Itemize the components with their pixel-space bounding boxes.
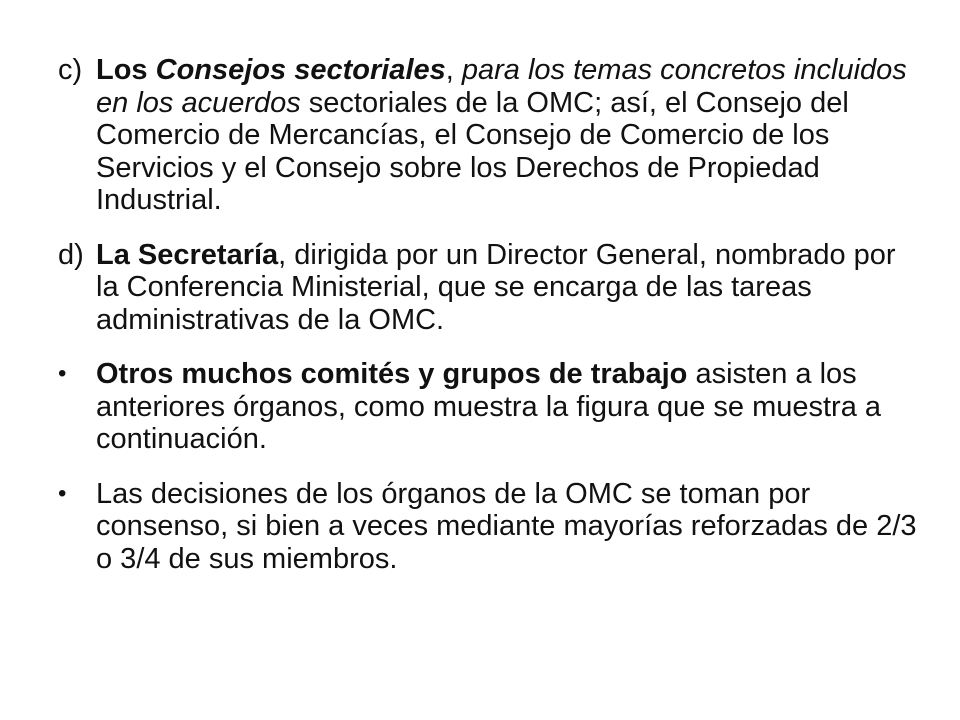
bullet-icon: • <box>58 479 67 507</box>
bullet-comites-text: Otros muchos comités y grupos de trabajo asisten a los anteriores órganos, como muestra la figura que se muestra a continuación. <box>96 358 882 455</box>
paragraph-c <box>58 54 920 217</box>
paragraph-d <box>58 239 920 337</box>
bullet-comites <box>58 358 920 456</box>
paragraph-d-text: La Secretaría, dirigida por un Director General, nombrado por la Conferencia Ministerial, que se encarga de las tareas administrativas de la OMC. <box>96 238 896 336</box>
list-marker-d: d) <box>58 238 84 271</box>
list-marker-c: c) <box>58 54 83 86</box>
bullet-icon: • <box>58 360 67 387</box>
bullet-decisiones <box>58 478 920 576</box>
bullet-decisiones-text: Las decisiones de los órganos de la OMC se toman por consenso, si bien a veces mediante mayorías reforzadas de 2/3 o 3/4 de sus miembros. <box>96 477 917 575</box>
paragraph-c-text: Los Consejos sectoriales, para los temas concretos incluidos en los acuerdos sectoriales de la OMC; así, el Consejo del Comercio de Mercancías, el Consejo de Comercio de los Servicios y el Consejo sobre los Derechos de Propiedad Industrial. <box>96 54 907 216</box>
slide-content <box>58 54 920 597</box>
